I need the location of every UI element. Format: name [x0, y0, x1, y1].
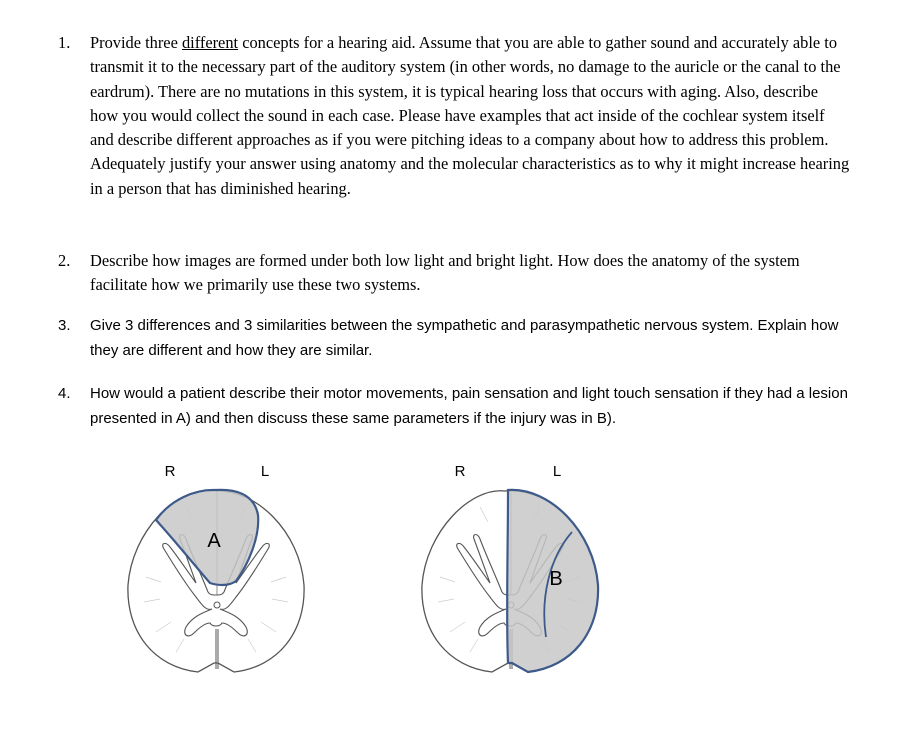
- question-text-rest: concepts for a hearing aid. Assume that you are able to gather sound and accurately able to transmit it to the necessary part of the auditory system (in other words, no damage to the auricle or the canal to the eardrum). There are no mutations in this system, it is typical hearing loss that occurs with aging. Also, describe how you would collect the sound in each case. Please have examples that act inside of the cochlear system itself and describe different approaches as if you were pitching ideas to a company about how to address this problem. Adequately justify your answer using anatomy and the molecular characteristics as to why it might increase hearing in a person that has diminished hearing.: [90, 33, 850, 198]
- question-number: 1.: [58, 33, 71, 52]
- figure-right-label: L: [552, 463, 562, 480]
- question-number: 4.: [58, 385, 71, 402]
- figure-right-label: L: [260, 463, 270, 480]
- lesion-label: A: [207, 530, 221, 552]
- spinal-cord-figure-a: [128, 463, 304, 672]
- underlined-word: different: [181, 33, 239, 52]
- question-text: How would a patient describe their motor movements, pain sensation and light touch sensation if they had a lesion presented in A) and then discuss these same parameters if the injury was in B).: [90, 385, 848, 427]
- figure-left-label: R: [164, 463, 176, 480]
- question-text-start: Provide three: [90, 33, 182, 52]
- spinal-cord-figure-b: [422, 463, 598, 672]
- figure-left-label: R: [454, 463, 466, 480]
- question-text: Give 3 differences and 3 similarities between the sympathetic and parasympathetic nervous system. Explain how they are different and how they are similar.: [90, 317, 839, 359]
- question-text: Describe how images are formed under both low light and bright light. How does the anatomy of the system facilitate how we primarily use these two systems.: [90, 251, 800, 295]
- question-number: 2.: [58, 251, 71, 270]
- lesion-label: B: [549, 568, 563, 590]
- question-number: 3.: [58, 317, 71, 334]
